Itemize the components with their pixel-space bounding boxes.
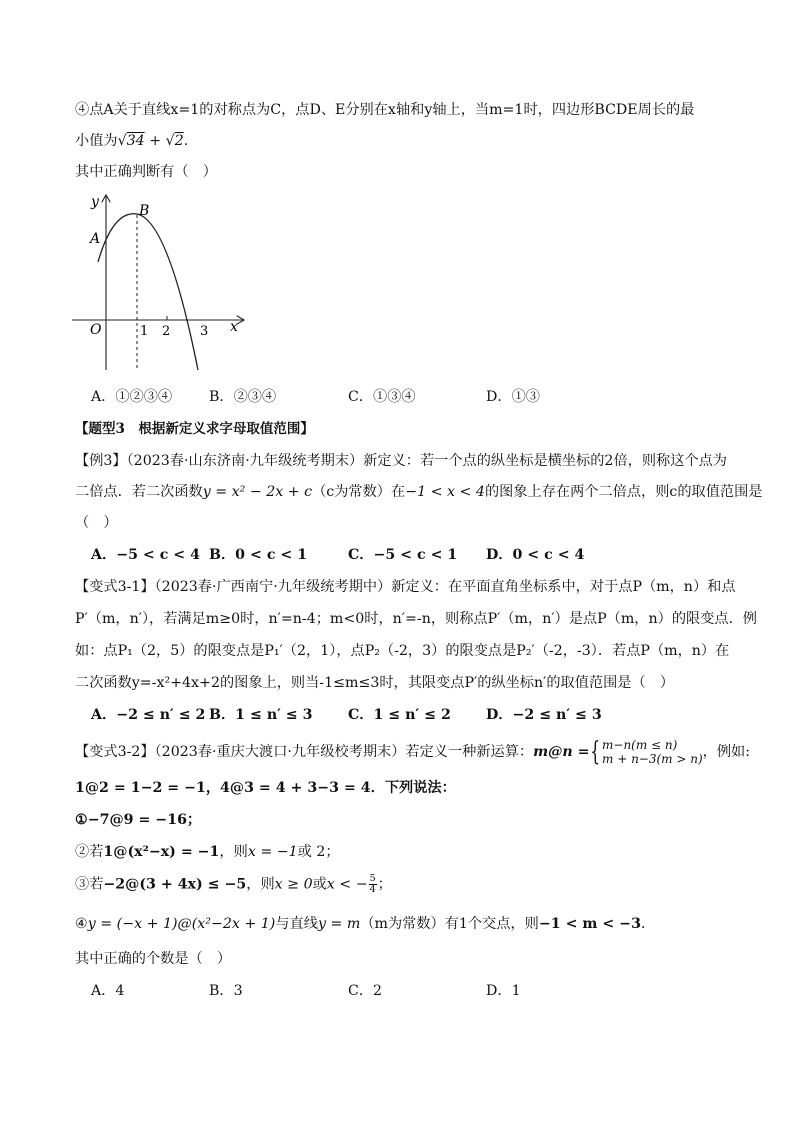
option-d[interactable]: D．①③ xyxy=(486,389,540,405)
ex3-text-a: 二倍点．若二次函数 xyxy=(75,484,203,500)
var32-statement-1 xyxy=(75,810,201,830)
var31-line4: 二次函数y=-x²+4x+2的图象上，则当-1≤m≤3时，其限变点P′的纵坐标n′的取值范围是（ ） xyxy=(75,675,675,691)
var32-option-b[interactable]: B．3 xyxy=(209,983,243,999)
s4-c: y = m xyxy=(317,916,361,932)
s3-b: ，则 xyxy=(246,876,275,893)
s3-end: ； xyxy=(377,876,392,893)
item4-line1: ④点A关于直线x=1的对称点为C，点D、E分别在x轴和y轴上，当m=1时，四边形BCDE周长的最 xyxy=(75,102,695,118)
ex3-line2 xyxy=(75,482,762,502)
parabola-graph xyxy=(68,190,258,375)
s4-end: ． xyxy=(640,916,656,932)
ex3-text-c: 的图象上存在两个二倍点，则c的取值范围是 xyxy=(484,484,763,500)
sqrt-2: 2 xyxy=(174,133,184,149)
s3-e: x < − xyxy=(326,876,368,893)
var32-prompt: 其中正确的个数是（ ） xyxy=(75,951,232,967)
var32-option-d[interactable]: D．1 xyxy=(486,983,521,999)
point-a-label: A xyxy=(90,231,101,247)
var32-statement-4 xyxy=(75,914,655,934)
question-prompt: 其中正确判断有（ ） xyxy=(75,164,217,180)
var32-op: m@n = xyxy=(533,744,590,760)
s1-text: ①−7@9 = −16； xyxy=(75,812,202,828)
y-axis-label: y xyxy=(91,194,99,210)
var32-statement-2 xyxy=(75,842,340,862)
var31-option-c[interactable]: C．1 ≤ n′ ≤ 2 xyxy=(348,707,451,723)
point-b-label: B xyxy=(139,203,150,219)
s2-b: ，则 xyxy=(219,844,248,860)
ex3-option-d[interactable]: D．0 < c < 4 xyxy=(486,547,585,563)
x-axis-label: x xyxy=(230,319,238,335)
var32-statement-3 xyxy=(75,874,392,900)
case-1: m−n(m ≤ n) xyxy=(602,738,678,752)
s3-c: x ≥ 0 xyxy=(274,876,313,893)
parabola-curve xyxy=(98,214,198,370)
s2-c: x = −1 xyxy=(247,844,298,860)
frac-den: 4 xyxy=(369,884,376,895)
ex3-text-b: （c为常数）在 xyxy=(312,484,406,500)
option-c[interactable]: C．①③④ xyxy=(348,389,416,405)
s4-b: 与直线 xyxy=(275,916,318,932)
var31-option-b[interactable]: B．1 ≤ n′ ≤ 3 xyxy=(209,707,313,723)
ex3-line1: 【例3】（2023春·山东济南·九年级统考期末）新定义：若一个点的纵坐标是横坐标的2倍，则称这个点为 xyxy=(75,453,727,469)
ex3-option-c[interactable]: C．−5 < c < 1 xyxy=(348,547,458,563)
case-2: m + n−3(m > n) xyxy=(602,752,703,766)
sqrt-34: 34 xyxy=(126,133,145,149)
s2-d: 或 2； xyxy=(297,844,340,860)
item4-line2: 小值为√34 + √2. xyxy=(75,133,189,149)
origin-label: O xyxy=(90,322,102,338)
ex3-range: −1 < x < 4 xyxy=(405,484,485,500)
item4-line2-text: 小值为 xyxy=(75,133,118,149)
s2-a: ②若 xyxy=(75,844,104,860)
var31-option-d[interactable]: D．−2 ≤ n′ ≤ 3 xyxy=(486,707,602,723)
section-title: 【题型3 根据新定义求字母取值范围】 xyxy=(75,421,314,437)
s4-e: −1 < m < −3 xyxy=(538,916,641,932)
s4-d: （m为常数）有1个交点，则 xyxy=(360,916,539,932)
s3-a: ③若 xyxy=(75,876,104,893)
var32-line2: 1@2 = 1−2 = −1，4@3 = 4 + 3−3 = 4．下列说法： xyxy=(75,780,456,796)
fraction-5-4 xyxy=(369,874,377,895)
var31-line2: P′（m，n′），若满足m≥0时，n′=n-4；m<0时，n′=-n，则称点P′（m，n′）是点P（m，n）的限变点．例 xyxy=(75,611,757,627)
plus-sign: + xyxy=(144,133,166,149)
tick-label-2: 2 xyxy=(162,324,171,339)
var31-option-a[interactable]: A．−2 ≤ n′ ≤ 2 xyxy=(91,707,206,723)
var32-text-b: ，例如: xyxy=(702,744,750,760)
var32-line1: 【变式3-2】（2023春·重庆大渡口·九年级校考期末）若定义一种新运算：m@n ={ m−n(m ≤ n) m + n−3(m > n) ，例如: xyxy=(75,737,750,767)
s3-d: 或 xyxy=(312,876,327,893)
var32-option-c[interactable]: C．2 xyxy=(348,983,383,999)
var32-cases xyxy=(602,738,703,766)
option-a[interactable]: A．①②③④ xyxy=(91,389,173,405)
tick-label-3: 3 xyxy=(200,324,209,339)
s4-a: ④ xyxy=(75,916,88,932)
s4-expr: y = (−x + 1)@(x²−2x + 1) xyxy=(87,916,276,932)
s2-expr: 1@(x²−x) = −1 xyxy=(103,844,220,860)
tick-label-1: 1 xyxy=(140,324,149,339)
var31-line1: 【变式3-1】（2023春·广西南宁·九年级统考期中）新定义：在平面直角坐标系中，对于点P（m，n）和点 xyxy=(75,579,736,595)
ex3-line3: （ ） xyxy=(75,515,118,531)
var32-text-a: 【变式3-2】（2023春·重庆大渡口·九年级校考期末）若定义一种新运算： xyxy=(75,744,534,760)
s3-expr: −2@(3 + 4x) ≤ −5 xyxy=(103,876,247,893)
option-b[interactable]: B．②③④ xyxy=(209,389,277,405)
period: . xyxy=(183,133,189,149)
ex3-option-a[interactable]: A．−5 < c < 4 xyxy=(91,547,200,563)
ex3-option-b[interactable]: B．0 < c < 1 xyxy=(209,547,308,563)
var31-line3: 如：点P₁（2，5）的限变点是P₁′（2，1），点P₂（-2，3）的限变点是P₂′（-2，-3）．若点P（m，n）在 xyxy=(75,643,730,659)
ex3-function: y = x² − 2x + c xyxy=(202,484,313,500)
frac-num: 5 xyxy=(369,873,376,884)
var32-option-a[interactable]: A．4 xyxy=(91,983,125,999)
